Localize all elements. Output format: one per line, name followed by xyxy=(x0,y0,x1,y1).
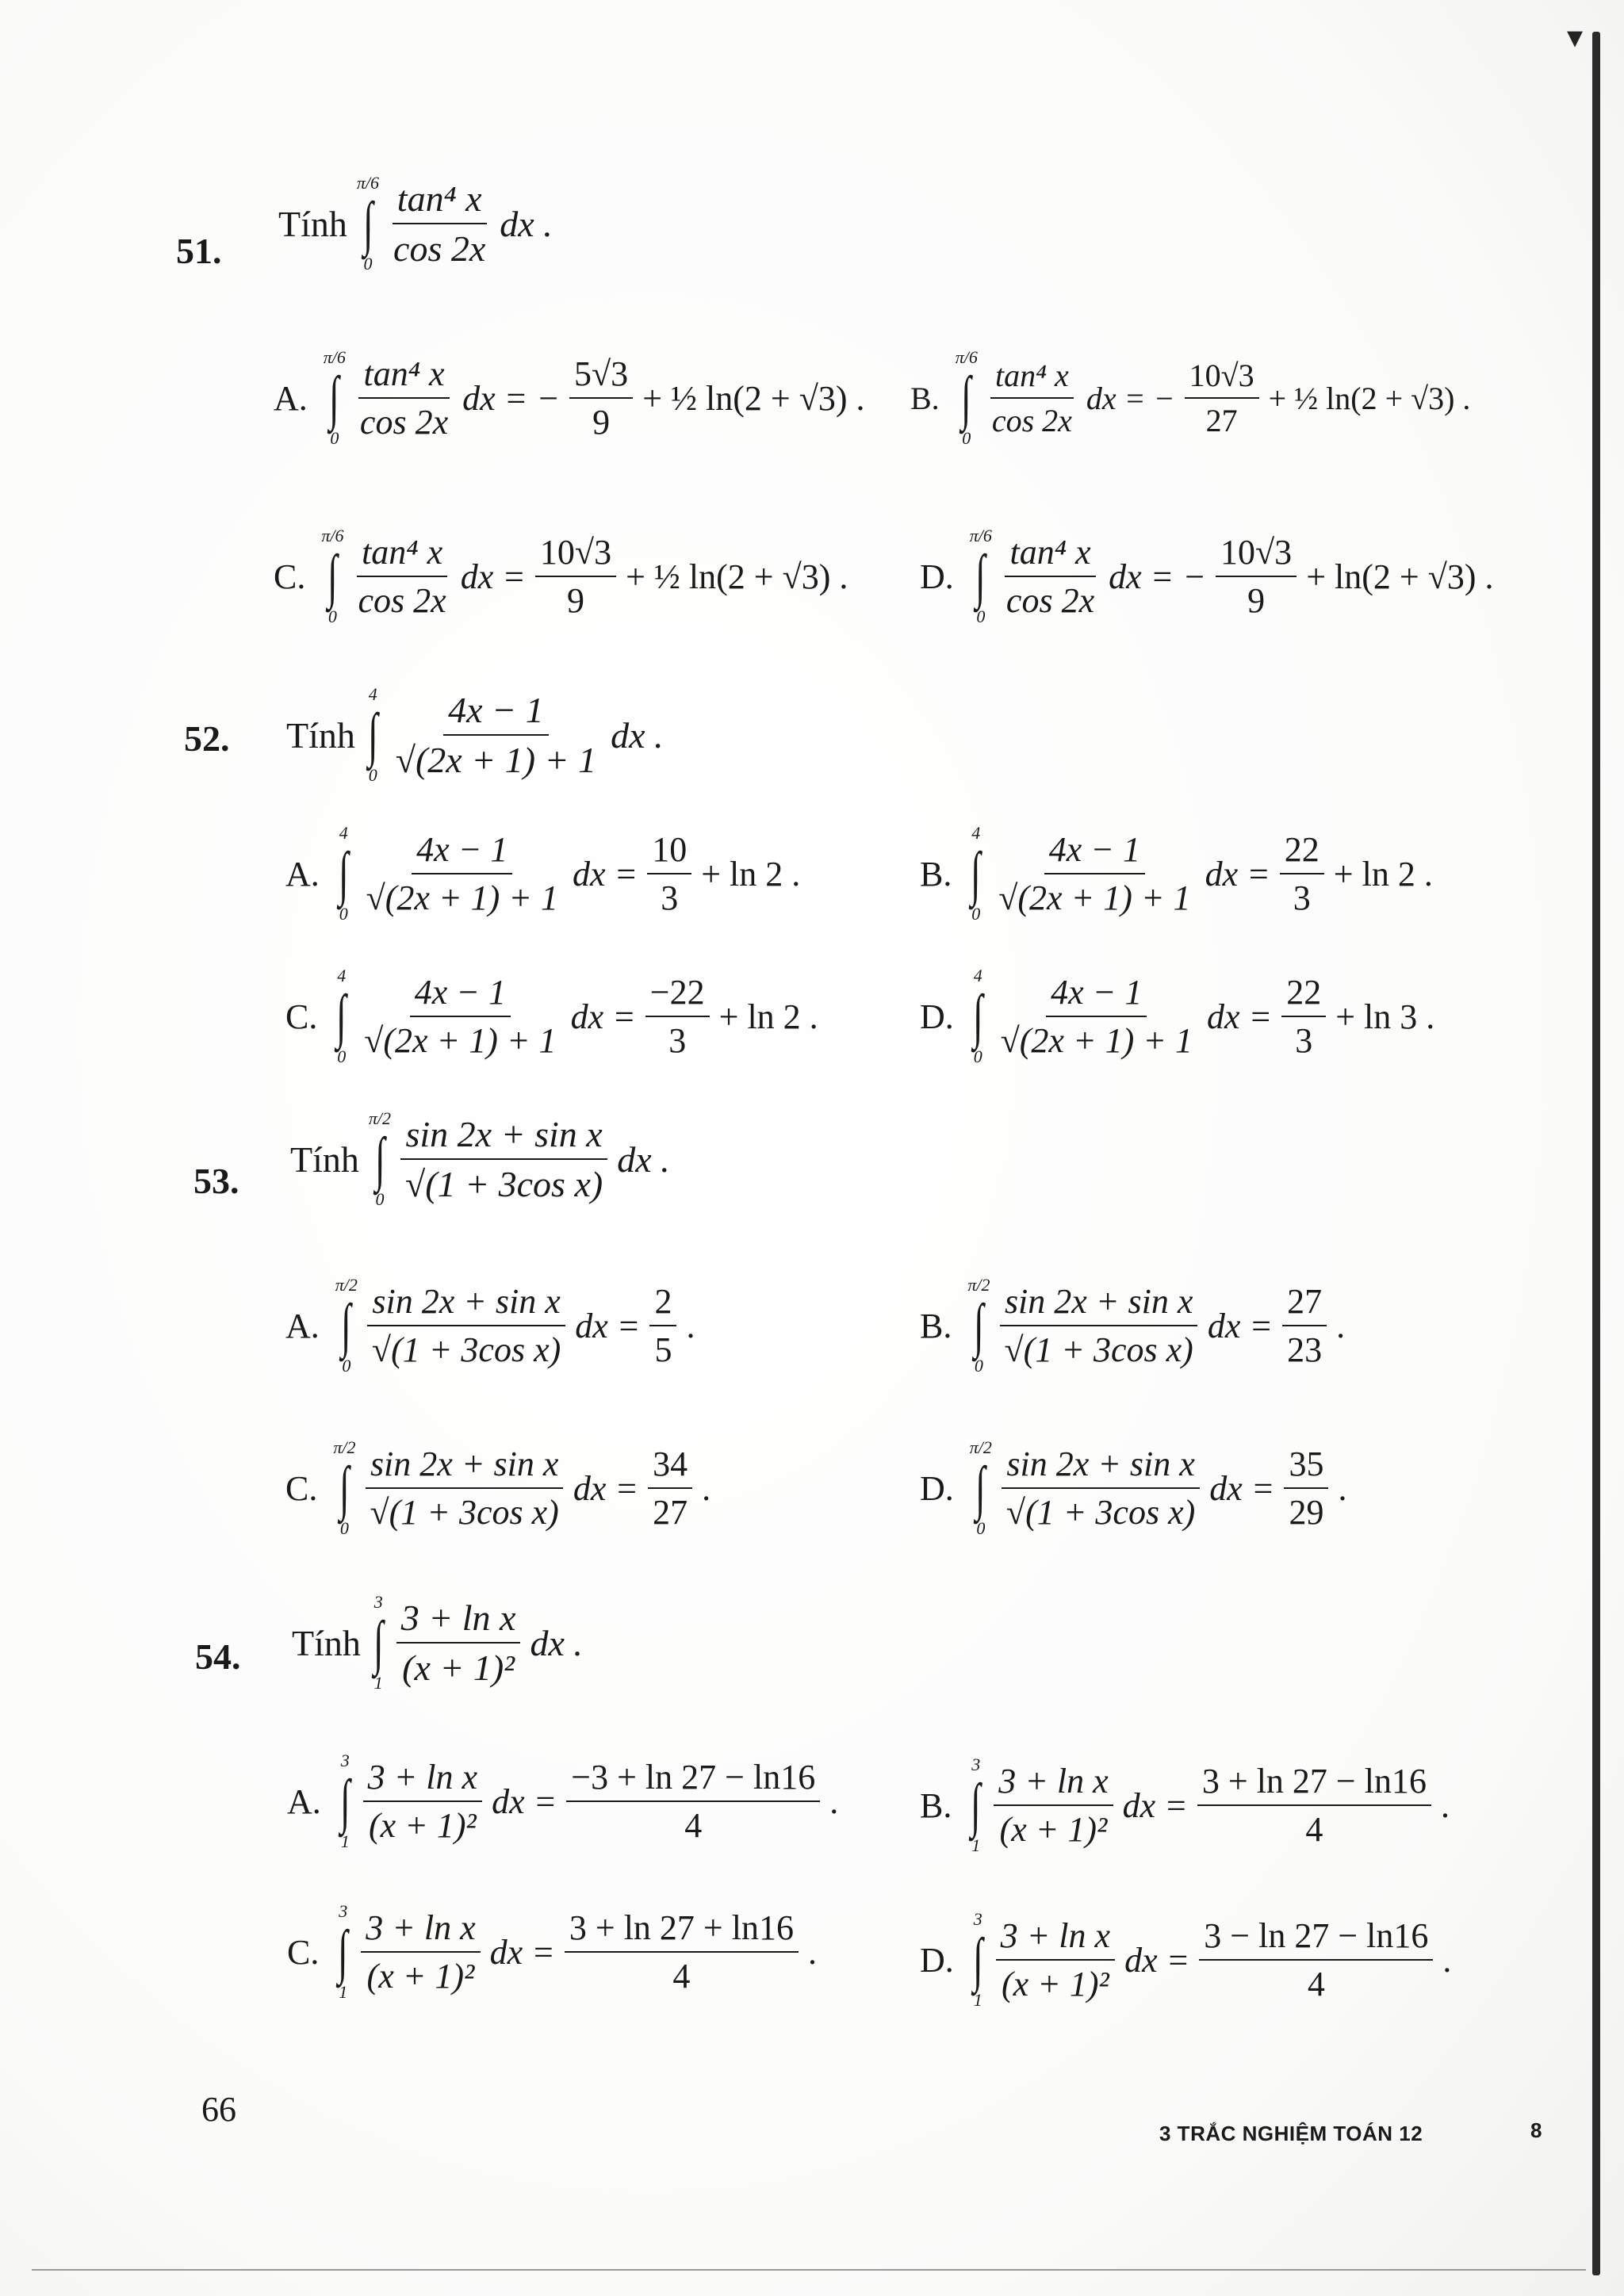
equals: dx = xyxy=(489,1932,555,1972)
equals: dx = xyxy=(1209,1468,1275,1508)
option-letter: D. xyxy=(920,1468,954,1508)
equals: dx = xyxy=(573,1468,639,1508)
differential: dx . xyxy=(611,714,664,756)
integrand-fraction: $\frac{4x - 1}{√(2x + 1) + 1}$ xyxy=(395,690,597,780)
option-d[interactable] xyxy=(920,527,1499,626)
result-rest: + ln 2 . xyxy=(701,854,801,894)
result-rest: . xyxy=(702,1468,711,1508)
option-c[interactable] xyxy=(287,1903,822,2001)
integral-sign: π/6 ∫ 0 xyxy=(321,526,344,626)
integral-sign: π/6 ∫ 0 xyxy=(323,347,346,448)
result-fraction: $\frac{27}{23}$ xyxy=(1282,1281,1327,1370)
result-fraction: $\frac{5√3}{9}$ xyxy=(569,354,633,442)
option-letter: B. xyxy=(920,1306,952,1345)
equals: dx = xyxy=(572,854,638,894)
option-letter: B. xyxy=(910,380,940,416)
question-stem xyxy=(274,174,557,273)
integrand-fraction: $\frac{\text{sin 2x + sin x}}{\text{√(1 + 3cos x)}}$ xyxy=(367,1281,565,1370)
equals: dx = − xyxy=(462,378,561,418)
integrand-fraction: $\frac{\text{sin 2x + sin x}}{\text{√(1 + 3cos x)}}$ xyxy=(366,1444,564,1533)
option-letter: C. xyxy=(285,1468,318,1508)
integrand-fraction: $\frac{\text{sin 2x + sin x}}{\text{√(1 + 3cos x)}}$ xyxy=(1002,1444,1200,1533)
equals: dx = xyxy=(492,1781,557,1821)
differential: dx . xyxy=(500,203,553,244)
result-rest: + ½ ln(2 + √3) . xyxy=(626,557,848,596)
integrand-fraction: $\frac{4x - 1}{√(2x + 1) + 1}$ xyxy=(998,830,1191,917)
integral-sign: π/2 ∫ 0 xyxy=(969,1437,992,1538)
result-rest: . xyxy=(1440,1785,1450,1825)
integral-sign: π/6 ∫ 0 xyxy=(356,173,380,274)
spine-marker: ▾ xyxy=(1567,19,1584,55)
integrand-fraction: $\frac{\text{3 + ln x}}{\text{(x + 1)²}}$ xyxy=(996,1915,1115,2004)
stem-prefix: Tính xyxy=(292,1622,361,1663)
integral-sign: π/6 ∫ 0 xyxy=(969,526,992,626)
option-d[interactable] xyxy=(920,1439,1351,1537)
equals: dx = xyxy=(1207,1306,1274,1345)
equals: dx = xyxy=(1206,997,1273,1036)
result-fraction: $\frac{3 + \ln 27 + \ln 16}{4}$ xyxy=(565,1908,799,1996)
equals: dx = xyxy=(460,557,526,596)
integrand-fraction: $\frac{\text{tan⁴ x}}{\cos 2x}$ xyxy=(358,533,446,620)
stem-prefix: Tính xyxy=(278,203,347,244)
integral-sign: 3 ∫ 1 xyxy=(972,1909,983,2010)
option-letter: D. xyxy=(920,1940,954,1980)
stem-prefix: Tính xyxy=(290,1138,359,1180)
option-letter: B. xyxy=(920,854,952,894)
question-number: 51. xyxy=(176,231,222,271)
option-c[interactable] xyxy=(285,1439,715,1537)
result-rest: . xyxy=(1338,1468,1347,1508)
integral-sign: 4 ∫ 0 xyxy=(971,823,982,924)
equals: dx = − xyxy=(1109,557,1207,596)
integrand-fraction: $\frac{4x - 1}{√(2x + 1) + 1}$ xyxy=(364,973,557,1060)
integrand-fraction: $\frac{\text{tan⁴ x}}{\cos 2x}$ xyxy=(393,178,486,269)
result-rest: + ln 2 . xyxy=(718,997,818,1036)
page-number: 66 xyxy=(201,2090,236,2129)
book-spine-edge xyxy=(1592,32,1600,2275)
footer-mark: 8 xyxy=(1530,2118,1542,2142)
result-rest: . xyxy=(807,1932,817,1972)
integral-sign: π/2 ∫ 0 xyxy=(335,1275,358,1376)
result-fraction: $\frac{10√3}{9}$ xyxy=(535,532,616,621)
option-a[interactable] xyxy=(285,1276,699,1375)
equals: dx = − xyxy=(1086,380,1175,416)
result-fraction: $\frac{-22}{3}$ xyxy=(645,972,710,1061)
result-fraction: $\frac{3 + \ln 27 - \ln 16}{4}$ xyxy=(1197,1761,1431,1850)
option-d[interactable] xyxy=(920,967,1439,1066)
result-fraction: $\frac{-3 + \ln 27 - \ln 16}{4}$ xyxy=(566,1757,820,1846)
option-letter: A. xyxy=(274,378,308,418)
integral-sign: 3 ∫ 1 xyxy=(338,1901,349,2002)
equals: dx = xyxy=(1205,854,1270,894)
result-fraction: $\frac{2}{5}$ xyxy=(649,1281,676,1370)
option-b[interactable] xyxy=(920,825,1438,923)
option-a[interactable] xyxy=(285,825,805,923)
option-letter: C. xyxy=(285,997,318,1036)
result-rest: + ln 2 . xyxy=(1333,854,1433,894)
result-rest: + ln 3 . xyxy=(1335,997,1435,1036)
option-a[interactable] xyxy=(274,349,870,447)
option-b[interactable] xyxy=(910,349,1475,447)
option-d[interactable] xyxy=(920,1911,1456,2009)
option-letter: A. xyxy=(285,854,320,894)
result-fraction: $\frac{3 - \ln 27 - \ln 16}{4}$ xyxy=(1199,1915,1433,2004)
integrand-fraction: $\frac{\text{sin 2x + sin x}}{\text{√(1 + 3cos x)}}$ xyxy=(1000,1281,1198,1370)
question-stem xyxy=(282,686,668,784)
integrand-fraction: $\frac{\text{3 + ln x}}{\text{(x + 1)²}}$ xyxy=(396,1597,521,1689)
option-letter: D. xyxy=(920,997,954,1036)
integrand-fraction: $\frac{4x - 1}{√(2x + 1) + 1}$ xyxy=(1000,973,1193,1060)
result-rest: . xyxy=(686,1306,695,1345)
option-letter: A. xyxy=(287,1781,321,1821)
differential: dx . xyxy=(530,1622,583,1663)
option-b[interactable] xyxy=(920,1756,1454,1854)
question-number: 52. xyxy=(184,718,230,759)
footer-title: 3 TRẮC NGHIỆM TOÁN 12 xyxy=(1159,2122,1423,2145)
result-rest: . xyxy=(1336,1306,1346,1345)
equals: dx = xyxy=(575,1306,641,1345)
result-rest: . xyxy=(1442,1940,1452,1980)
option-a[interactable] xyxy=(287,1752,843,1850)
result-rest: + ½ ln(2 + √3) . xyxy=(1268,380,1471,416)
option-c[interactable] xyxy=(274,527,852,626)
equals: dx = xyxy=(1124,1940,1190,1980)
integrand-fraction: $\frac{4x - 1}{√(2x + 1) + 1}$ xyxy=(366,830,558,917)
integral-sign: π/6 ∫ 0 xyxy=(955,347,978,448)
option-letter: D. xyxy=(920,557,954,596)
result-fraction: $\frac{22}{3}$ xyxy=(1281,972,1326,1061)
integrand-fraction: $\frac{\text{3 + ln x}}{\text{(x + 1)²}}$ xyxy=(363,1757,482,1846)
integral-sign: 3 ∫ 1 xyxy=(339,1751,350,1851)
question-stem xyxy=(287,1594,588,1692)
integral-sign: π/2 ∫ 0 xyxy=(333,1437,356,1538)
result-fraction: $\frac{34}{27}$ xyxy=(648,1444,692,1533)
option-letter: C. xyxy=(274,557,306,596)
integrand-fraction: $\frac{\text{tan⁴ x}}{\cos 2x}$ xyxy=(991,358,1072,438)
stem-prefix: Tính xyxy=(286,714,355,756)
result-fraction: $\frac{10√3}{27}$ xyxy=(1185,357,1259,439)
equals: dx = xyxy=(570,997,636,1036)
question-stem xyxy=(285,1110,675,1208)
integral-sign: 4 ∫ 0 xyxy=(368,684,378,785)
option-letter: C. xyxy=(287,1932,320,1972)
integral-sign: 4 ∫ 0 xyxy=(972,966,983,1066)
integrand-fraction: $\frac{\text{sin 2x + sin x}}{\text{√(1 + 3cos x)}}$ xyxy=(400,1113,607,1205)
integral-sign: π/2 ∫ 0 xyxy=(967,1275,990,1376)
bottom-rule xyxy=(32,2269,1586,2271)
integrand-fraction: $\frac{\text{tan⁴ x}}{\cos 2x}$ xyxy=(359,354,449,442)
question-number: 54. xyxy=(195,1636,241,1677)
differential: dx . xyxy=(617,1138,670,1180)
option-letter: B. xyxy=(920,1785,952,1825)
result-fraction: $\frac{35}{29}$ xyxy=(1284,1444,1328,1533)
integral-sign: π/2 ∫ 0 xyxy=(368,1108,392,1209)
equals: dx = xyxy=(1122,1785,1188,1825)
integral-sign: 4 ∫ 0 xyxy=(338,823,349,924)
result-fraction: $\frac{22}{3}$ xyxy=(1280,829,1324,918)
option-b[interactable] xyxy=(920,1276,1350,1375)
result-fraction: $\frac{10√3}{9}$ xyxy=(1216,532,1297,621)
integral-sign: 4 ∫ 0 xyxy=(336,966,347,1066)
integrand-fraction: $\frac{\text{3 + ln x}}{\text{(x + 1)²}}$ xyxy=(994,1761,1113,1850)
integrand-fraction: $\frac{\text{tan⁴ x}}{\cos 2x}$ xyxy=(1005,533,1095,620)
integrand-fraction: $\frac{\text{3 + ln x}}{\text{(x + 1)²}}$ xyxy=(361,1908,480,1996)
result-rest: + ½ ln(2 + √3) . xyxy=(642,378,865,418)
result-fraction: $\frac{10}{3}$ xyxy=(647,829,691,918)
option-c[interactable] xyxy=(285,967,823,1066)
result-rest: . xyxy=(829,1781,839,1821)
integral-sign: 3 ∫ 1 xyxy=(971,1755,982,1855)
option-letter: A. xyxy=(285,1306,320,1345)
result-rest: + ln(2 + √3) . xyxy=(1306,557,1494,596)
question-number: 53. xyxy=(193,1161,239,1201)
integral-sign: 3 ∫ 1 xyxy=(373,1592,384,1693)
